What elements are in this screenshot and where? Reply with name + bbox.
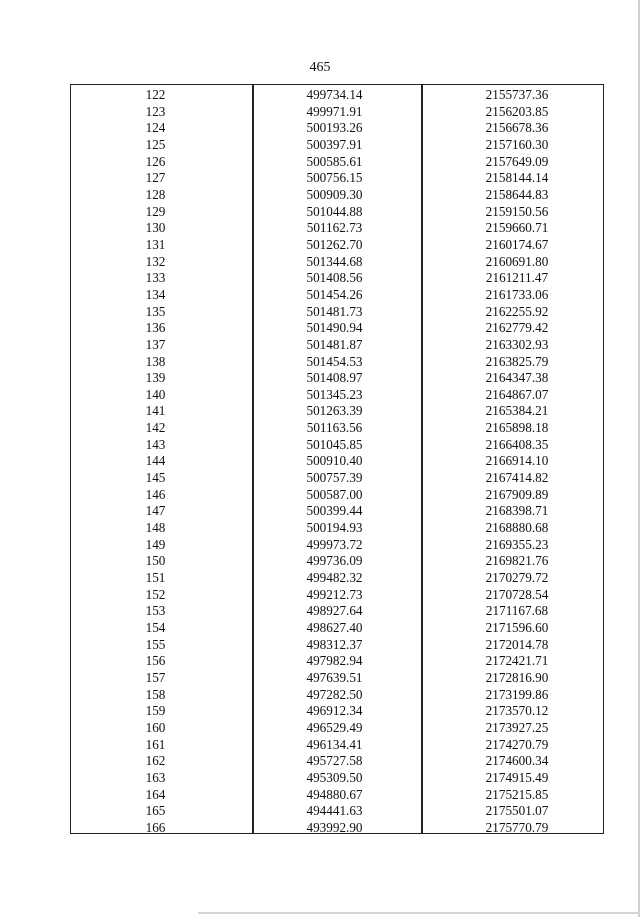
x-coordinate: 500756.15 — [306, 170, 363, 186]
y-coordinate: 2156203.85 — [485, 103, 549, 119]
point-number: 146 — [145, 486, 166, 502]
point-number: 157 — [145, 669, 166, 685]
point-number: 148 — [145, 520, 166, 536]
x-coordinate: 496912.34 — [306, 703, 363, 719]
table-row — [71, 237, 603, 254]
x-coordinate: 497282.50 — [306, 686, 363, 702]
x-coordinate: 500193.26 — [306, 120, 363, 136]
table-row — [71, 220, 603, 237]
x-coordinate: 501163.56 — [306, 420, 363, 436]
x-coordinate: 499734.14 — [306, 87, 363, 102]
x-coordinate: 501263.39 — [306, 403, 363, 419]
table-row — [71, 537, 603, 554]
point-number: 152 — [145, 586, 166, 602]
point-number: 153 — [145, 603, 166, 619]
table-row — [71, 320, 603, 337]
point-number: 161 — [145, 736, 166, 752]
x-coordinate: 501044.88 — [306, 203, 363, 219]
table-row — [71, 487, 603, 504]
table-row — [71, 87, 603, 104]
table-row — [71, 154, 603, 171]
point-number: 149 — [145, 536, 166, 552]
y-coordinate: 2168398.71 — [485, 503, 549, 519]
x-coordinate: 499482.32 — [306, 570, 363, 586]
point-number: 156 — [145, 653, 166, 669]
table-row — [71, 737, 603, 754]
table-row — [71, 270, 603, 287]
point-number: 133 — [145, 270, 166, 286]
point-number: 155 — [145, 636, 166, 652]
x-coordinate: 494441.63 — [306, 803, 363, 819]
point-number: 132 — [145, 253, 166, 269]
point-number: 151 — [145, 570, 166, 586]
table-row — [71, 187, 603, 204]
table-row — [71, 170, 603, 187]
table-row — [71, 120, 603, 137]
x-coordinate: 496134.41 — [306, 736, 363, 752]
x-coordinate: 501481.87 — [306, 336, 363, 352]
table-row — [71, 503, 603, 520]
table-row — [71, 370, 603, 387]
table-row — [71, 420, 603, 437]
point-number: 138 — [145, 353, 166, 369]
y-coordinate: 2155737.36 — [485, 87, 549, 102]
x-coordinate: 496529.49 — [306, 719, 363, 735]
x-coordinate: 499971.91 — [306, 103, 363, 119]
point-number: 136 — [145, 320, 166, 336]
point-number: 128 — [145, 186, 166, 202]
point-number: 130 — [145, 220, 166, 236]
table-row — [71, 820, 603, 837]
y-coordinate: 2168880.68 — [485, 520, 549, 536]
point-number: 150 — [145, 553, 166, 569]
point-number: 165 — [145, 803, 166, 819]
y-coordinate: 2160174.67 — [485, 236, 549, 252]
point-number: 163 — [145, 769, 166, 785]
point-number: 139 — [145, 370, 166, 386]
point-number: 162 — [145, 753, 166, 769]
y-coordinate: 2172014.78 — [485, 636, 549, 652]
x-coordinate: 497639.51 — [306, 669, 363, 685]
point-number: 147 — [145, 503, 166, 519]
point-number: 160 — [145, 719, 166, 735]
y-coordinate: 2175501.07 — [485, 803, 549, 819]
point-number: 125 — [145, 136, 166, 152]
point-number: 135 — [145, 303, 166, 319]
x-coordinate: 501481.73 — [306, 303, 363, 319]
y-coordinate: 2162255.92 — [485, 303, 549, 319]
x-coordinate: 501490.94 — [306, 320, 363, 336]
point-number: 134 — [145, 286, 166, 302]
y-coordinate: 2159150.56 — [485, 203, 549, 219]
y-coordinate: 2162779.42 — [485, 320, 549, 336]
table-row — [71, 670, 603, 687]
y-coordinate: 2165898.18 — [485, 420, 549, 436]
table-row — [71, 104, 603, 121]
point-number: 129 — [145, 203, 166, 219]
table-row — [71, 354, 603, 371]
x-coordinate: 500909.30 — [306, 186, 363, 202]
table-body — [71, 85, 603, 837]
y-coordinate: 2157160.30 — [485, 136, 549, 152]
y-coordinate: 2164347.38 — [485, 370, 549, 386]
y-coordinate: 2161733.06 — [485, 286, 549, 302]
y-coordinate: 2167414.82 — [485, 470, 549, 486]
point-number: 166 — [145, 819, 166, 835]
point-number: 145 — [145, 470, 166, 486]
coordinate-table — [70, 84, 604, 834]
x-coordinate: 498312.37 — [306, 636, 363, 652]
y-coordinate: 2174915.49 — [485, 769, 549, 785]
footer-rule — [198, 912, 640, 914]
point-number: 123 — [145, 103, 166, 119]
x-coordinate: 500397.91 — [306, 136, 363, 152]
table-row — [71, 703, 603, 720]
point-number: 131 — [145, 236, 166, 252]
table-row — [71, 437, 603, 454]
y-coordinate: 2174600.34 — [485, 753, 549, 769]
table-row — [71, 753, 603, 770]
y-coordinate: 2158644.83 — [485, 186, 549, 202]
table-row — [71, 687, 603, 704]
x-coordinate: 501345.23 — [306, 386, 363, 402]
point-number: 137 — [145, 336, 166, 352]
point-number: 164 — [145, 786, 166, 802]
x-coordinate: 495727.58 — [306, 753, 363, 769]
y-coordinate: 2173570.12 — [485, 703, 549, 719]
point-number: 124 — [145, 120, 166, 136]
table-row — [71, 787, 603, 804]
y-coordinate: 2163302.93 — [485, 336, 549, 352]
y-coordinate: 2169821.76 — [485, 553, 549, 569]
table-row — [71, 587, 603, 604]
table-row — [71, 304, 603, 321]
table-row — [71, 403, 603, 420]
table-row — [71, 720, 603, 737]
y-coordinate: 2166914.10 — [485, 453, 549, 469]
table-row — [71, 453, 603, 470]
x-coordinate: 500194.93 — [306, 520, 363, 536]
x-coordinate: 500585.61 — [306, 153, 363, 169]
x-coordinate: 501454.26 — [306, 286, 363, 302]
y-coordinate: 2160691.80 — [485, 253, 549, 269]
x-coordinate: 498927.64 — [306, 603, 363, 619]
point-number: 127 — [145, 170, 166, 186]
point-number: 144 — [145, 453, 166, 469]
y-coordinate: 2166408.35 — [485, 436, 549, 452]
y-coordinate: 2173199.86 — [485, 686, 549, 702]
table-row — [71, 637, 603, 654]
point-number: 126 — [145, 153, 166, 169]
y-coordinate: 2171596.60 — [485, 620, 549, 635]
table-row — [71, 387, 603, 404]
x-coordinate: 501045.85 — [306, 436, 363, 452]
table-row — [71, 803, 603, 820]
x-coordinate: 500757.39 — [306, 470, 363, 486]
x-coordinate: 498627.40 — [306, 620, 363, 635]
y-coordinate: 2167909.89 — [485, 486, 549, 502]
y-coordinate: 2172816.90 — [485, 669, 549, 685]
y-coordinate: 2163825.79 — [485, 353, 549, 369]
y-coordinate: 2156678.36 — [485, 120, 549, 136]
point-number: 141 — [145, 403, 166, 419]
y-coordinate: 2158144.14 — [485, 170, 549, 186]
point-number: 159 — [145, 703, 166, 719]
table-row — [71, 287, 603, 304]
table-row — [71, 520, 603, 537]
point-number: 154 — [145, 620, 166, 635]
y-coordinate: 2161211.47 — [485, 270, 549, 286]
x-coordinate: 501408.56 — [306, 270, 363, 286]
y-coordinate: 2165384.21 — [485, 403, 549, 419]
table-row — [71, 137, 603, 154]
page-number: 465 — [309, 60, 331, 75]
table-row — [71, 570, 603, 587]
x-coordinate: 494880.67 — [306, 786, 363, 802]
x-coordinate: 495309.50 — [306, 769, 363, 785]
y-coordinate: 2170279.72 — [485, 570, 549, 586]
table-row — [71, 204, 603, 221]
point-number: 158 — [145, 686, 166, 702]
y-coordinate: 2164867.07 — [485, 386, 549, 402]
y-coordinate: 2174270.79 — [485, 736, 549, 752]
table-row — [71, 337, 603, 354]
x-coordinate: 501454.53 — [306, 353, 363, 369]
y-coordinate: 2175215.85 — [485, 786, 549, 802]
y-coordinate: 2175770.79 — [485, 819, 549, 835]
x-coordinate: 501162.73 — [306, 220, 363, 236]
x-coordinate: 501344.68 — [306, 253, 363, 269]
x-coordinate: 501262.70 — [306, 236, 363, 252]
point-number: 142 — [145, 420, 166, 436]
table-row — [71, 603, 603, 620]
y-coordinate: 2159660.71 — [485, 220, 549, 236]
y-coordinate: 2171167.68 — [485, 603, 549, 619]
table-row — [71, 553, 603, 570]
x-coordinate: 501408.97 — [306, 370, 363, 386]
x-coordinate: 500910.40 — [306, 453, 363, 469]
x-coordinate: 499736.09 — [306, 553, 363, 569]
point-number: 122 — [145, 87, 166, 102]
table-row — [71, 254, 603, 271]
point-number: 143 — [145, 436, 166, 452]
x-coordinate: 500587.00 — [306, 486, 363, 502]
x-coordinate: 497982.94 — [306, 653, 363, 669]
x-coordinate: 493992.90 — [306, 819, 363, 835]
x-coordinate: 500399.44 — [306, 503, 363, 519]
x-coordinate: 499212.73 — [306, 586, 363, 602]
x-coordinate: 499973.72 — [306, 536, 363, 552]
y-coordinate: 2172421.71 — [485, 653, 549, 669]
y-coordinate: 2170728.54 — [485, 586, 549, 602]
table-row — [71, 470, 603, 487]
table-row — [71, 770, 603, 787]
y-coordinate: 2173927.25 — [485, 719, 549, 735]
table-row — [71, 653, 603, 670]
y-coordinate: 2157649.09 — [485, 153, 549, 169]
coordinate-table-grid — [71, 85, 603, 837]
table-row — [71, 620, 603, 637]
y-coordinate: 2169355.23 — [485, 536, 549, 552]
point-number: 140 — [145, 386, 166, 402]
